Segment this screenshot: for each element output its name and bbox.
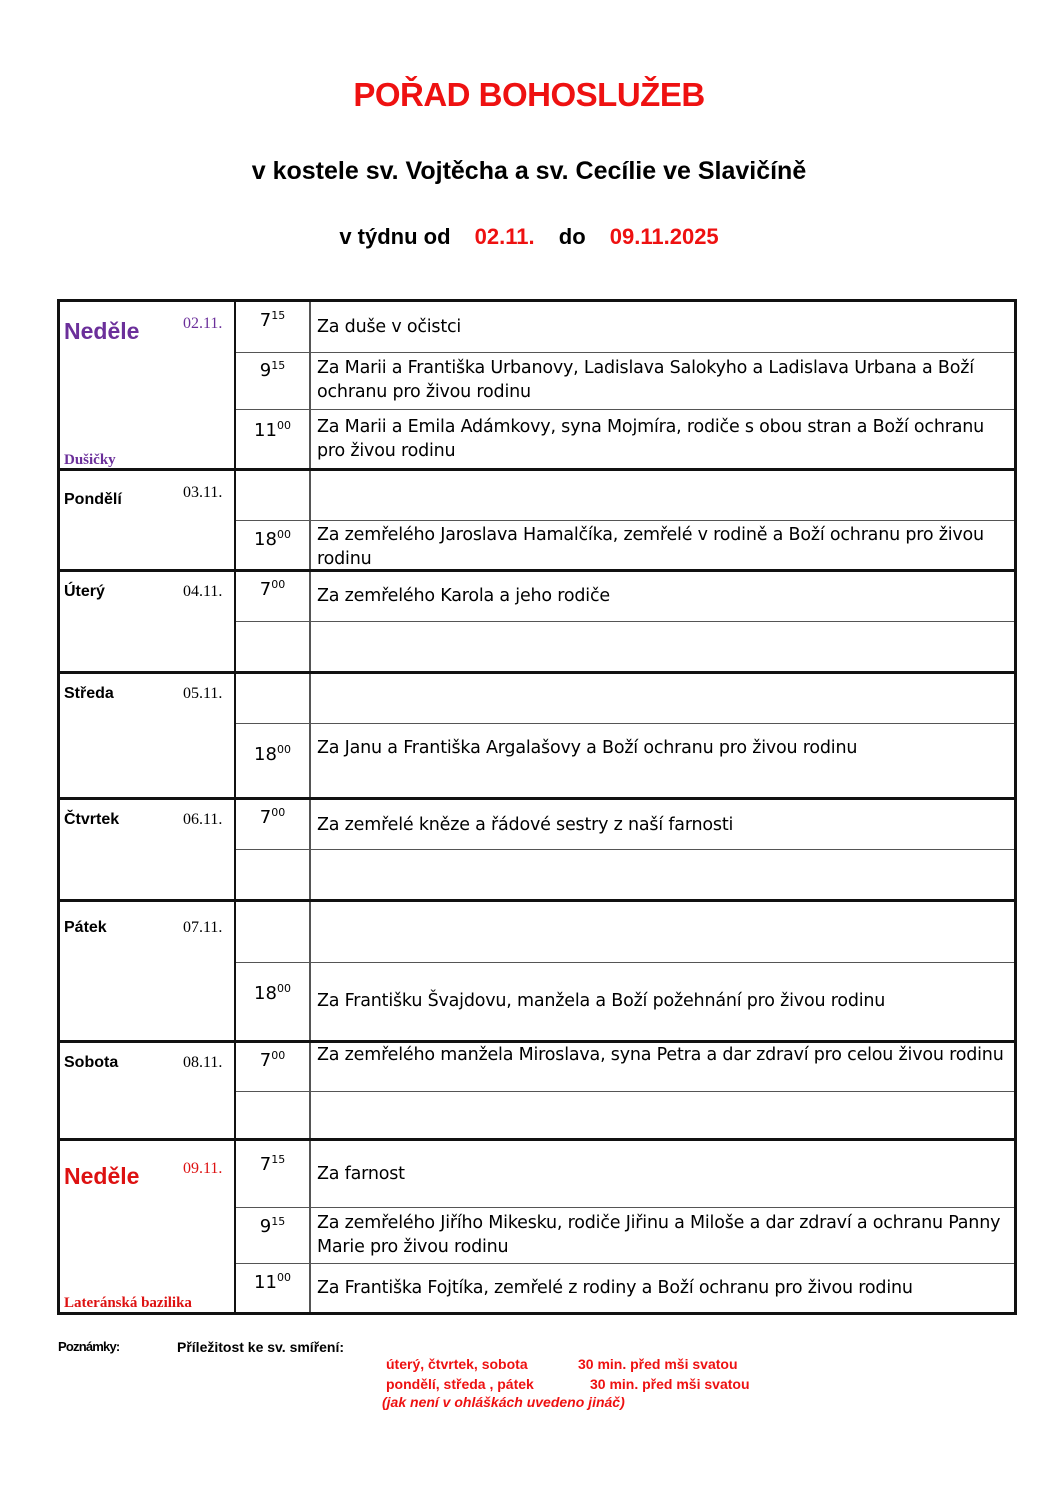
time-minutes: 15 bbox=[271, 309, 286, 322]
week-mid: do bbox=[558, 224, 586, 249]
mass-slot bbox=[236, 1141, 1014, 1207]
mass-slot bbox=[236, 1207, 1014, 1263]
mass-intention: Za zemřelého Karola a jeho rodiče bbox=[317, 586, 610, 606]
mass-intention: Za duše v očistci bbox=[317, 317, 462, 337]
time-minutes: 00 bbox=[276, 419, 291, 432]
time-minutes: 15 bbox=[271, 1215, 286, 1228]
mass-slot bbox=[236, 409, 1014, 471]
mass-slot bbox=[236, 471, 1014, 520]
day-row-saturday bbox=[57, 1040, 1017, 1138]
confession-note: (jak není v ohláškách uvedeno jináč) bbox=[382, 1394, 625, 1410]
week-range bbox=[0, 224, 1058, 250]
time-hour: 11 bbox=[254, 420, 277, 441]
day-name: Pátek bbox=[64, 919, 107, 936]
time-minutes: 15 bbox=[271, 359, 286, 372]
mass-slot bbox=[236, 723, 1014, 797]
mass-intention: Za Marii a Emila Adámkovy, syna Mojmíra, rodiče s obou stran a Boží ochranu pro živou rodinu bbox=[317, 417, 985, 461]
day-row-tuesday bbox=[57, 569, 1017, 671]
time-hour: 9 bbox=[259, 360, 272, 381]
mass-slot bbox=[236, 302, 1014, 352]
notes-label: Poznámky: bbox=[58, 1339, 120, 1354]
time-hour: 18 bbox=[254, 529, 277, 550]
time-hour: 18 bbox=[254, 744, 277, 765]
day-date: 06.11. bbox=[183, 811, 223, 828]
time-minutes: 15 bbox=[271, 1153, 286, 1166]
time-hour: 7 bbox=[259, 1050, 272, 1071]
mass-intention: Za farnost bbox=[317, 1164, 405, 1184]
time-hour: 18 bbox=[254, 983, 277, 1004]
mass-slot bbox=[236, 1263, 1014, 1315]
day-name: Sobota bbox=[64, 1054, 119, 1071]
day-date: 03.11. bbox=[183, 484, 223, 501]
week-prefix: v týdnu od bbox=[339, 224, 451, 249]
mass-intention: Za Marii a Františka Urbanovy, Ladislava Salokyho a Ladislava Urbana a Boží ochranu pro živou rodinu bbox=[317, 358, 974, 402]
day-date: 04.11. bbox=[183, 583, 223, 600]
day-date: 02.11. bbox=[183, 315, 223, 332]
mass-time bbox=[236, 579, 309, 600]
time-minutes: 00 bbox=[271, 1049, 286, 1062]
mass-slot bbox=[236, 572, 1014, 621]
confession-time-1: 30 min. před mši svatou bbox=[578, 1356, 738, 1372]
day-row-sunday-2 bbox=[57, 1138, 1017, 1315]
day-name: Neděle bbox=[64, 318, 140, 344]
mass-intention: Za zemřelého Jaroslava Hamalčíka, zemřelé v rodině a Boží ochranu pro živou rodinu bbox=[317, 525, 984, 569]
confession-heading: Příležitost ke sv. smíření: bbox=[177, 1339, 345, 1355]
day-date: 09.11. bbox=[183, 1160, 223, 1177]
day-name: Úterý bbox=[64, 583, 105, 600]
time-minutes: 00 bbox=[276, 528, 291, 541]
time-minutes: 00 bbox=[276, 982, 291, 995]
confession-time-2: 30 min. před mši svatou bbox=[590, 1376, 750, 1392]
mass-time bbox=[236, 310, 309, 331]
time-hour: 7 bbox=[259, 1154, 272, 1175]
feast-name: Dušičky bbox=[64, 452, 116, 468]
mass-intention: Za Františka Fojtíka, zemřelé z rodiny a Boží ochranu pro živou rodinu bbox=[317, 1278, 913, 1298]
day-row-friday bbox=[57, 899, 1017, 1040]
mass-time bbox=[236, 360, 309, 381]
mass-slot bbox=[236, 352, 1014, 409]
mass-slot bbox=[236, 1043, 1014, 1091]
week-to-date: 09.11.2025 bbox=[609, 224, 719, 249]
mass-slot bbox=[236, 800, 1014, 849]
day-name: Středa bbox=[64, 685, 114, 702]
mass-slot bbox=[236, 674, 1014, 723]
page-title: POŘAD BOHOSLUŽEB bbox=[353, 76, 705, 113]
mass-time bbox=[236, 420, 309, 441]
feast-name: Lateránská bazilika bbox=[64, 1295, 192, 1311]
church-subtitle: v kostele sv. Vojtěcha a sv. Cecílie ve Slavičíně bbox=[251, 157, 807, 185]
day-row-thursday bbox=[57, 797, 1017, 899]
mass-intention: Za zemřelého Jiřího Mikesku, rodiče Jiřinu a Miloše a dar zdraví a ochranu Panny Marie pro živou rodinu bbox=[317, 1213, 1001, 1257]
mass-slot bbox=[236, 849, 1014, 899]
mass-time bbox=[236, 807, 309, 828]
day-date: 05.11. bbox=[183, 685, 223, 702]
confession-days-1: úterý, čtvrtek, sobota bbox=[386, 1356, 528, 1372]
mass-slot bbox=[236, 902, 1014, 962]
mass-time bbox=[236, 983, 309, 1004]
time-minutes: 00 bbox=[276, 743, 291, 756]
week-from-date: 02.11. bbox=[474, 224, 535, 249]
day-row-wednesday bbox=[57, 671, 1017, 797]
mass-slot bbox=[236, 621, 1014, 671]
mass-time bbox=[236, 744, 309, 765]
mass-time bbox=[236, 1216, 309, 1237]
schedule-table bbox=[57, 299, 1017, 1315]
mass-time bbox=[236, 1272, 309, 1293]
mass-slot bbox=[236, 1091, 1014, 1138]
mass-intention: Za zemřelého manžela Miroslava, syna Petra a dar zdraví pro celou živou rodinu bbox=[317, 1045, 1004, 1065]
time-hour: 7 bbox=[259, 310, 272, 331]
mass-slot bbox=[236, 520, 1014, 569]
mass-slot bbox=[236, 962, 1014, 1040]
day-row-sunday-1 bbox=[57, 299, 1017, 468]
day-name: Neděle bbox=[64, 1163, 140, 1189]
mass-intention: Za zemřelé kněze a řádové sestry z naší farnosti bbox=[317, 815, 734, 835]
mass-intention: Za Janu a Františka Argalašovy a Boží ochranu pro živou rodinu bbox=[317, 738, 858, 758]
time-minutes: 00 bbox=[276, 1271, 291, 1284]
day-row-monday bbox=[57, 468, 1017, 569]
time-minutes: 00 bbox=[271, 578, 286, 591]
time-hour: 11 bbox=[254, 1272, 277, 1293]
mass-intention: Za Františku Švajdovu, manžela a Boží požehnání pro živou rodinu bbox=[317, 991, 886, 1011]
mass-time bbox=[236, 529, 309, 550]
day-date: 07.11. bbox=[183, 919, 223, 936]
mass-time bbox=[236, 1154, 309, 1175]
day-date: 08.11. bbox=[183, 1054, 223, 1071]
day-name: Pondělí bbox=[64, 491, 122, 508]
time-hour: 7 bbox=[259, 579, 272, 600]
time-minutes: 00 bbox=[271, 806, 286, 819]
confession-days-2: pondělí, středa , pátek bbox=[386, 1376, 534, 1392]
time-hour: 9 bbox=[259, 1216, 272, 1237]
time-hour: 7 bbox=[259, 807, 272, 828]
day-name: Čtvrtek bbox=[64, 811, 120, 828]
mass-time bbox=[236, 1050, 309, 1071]
